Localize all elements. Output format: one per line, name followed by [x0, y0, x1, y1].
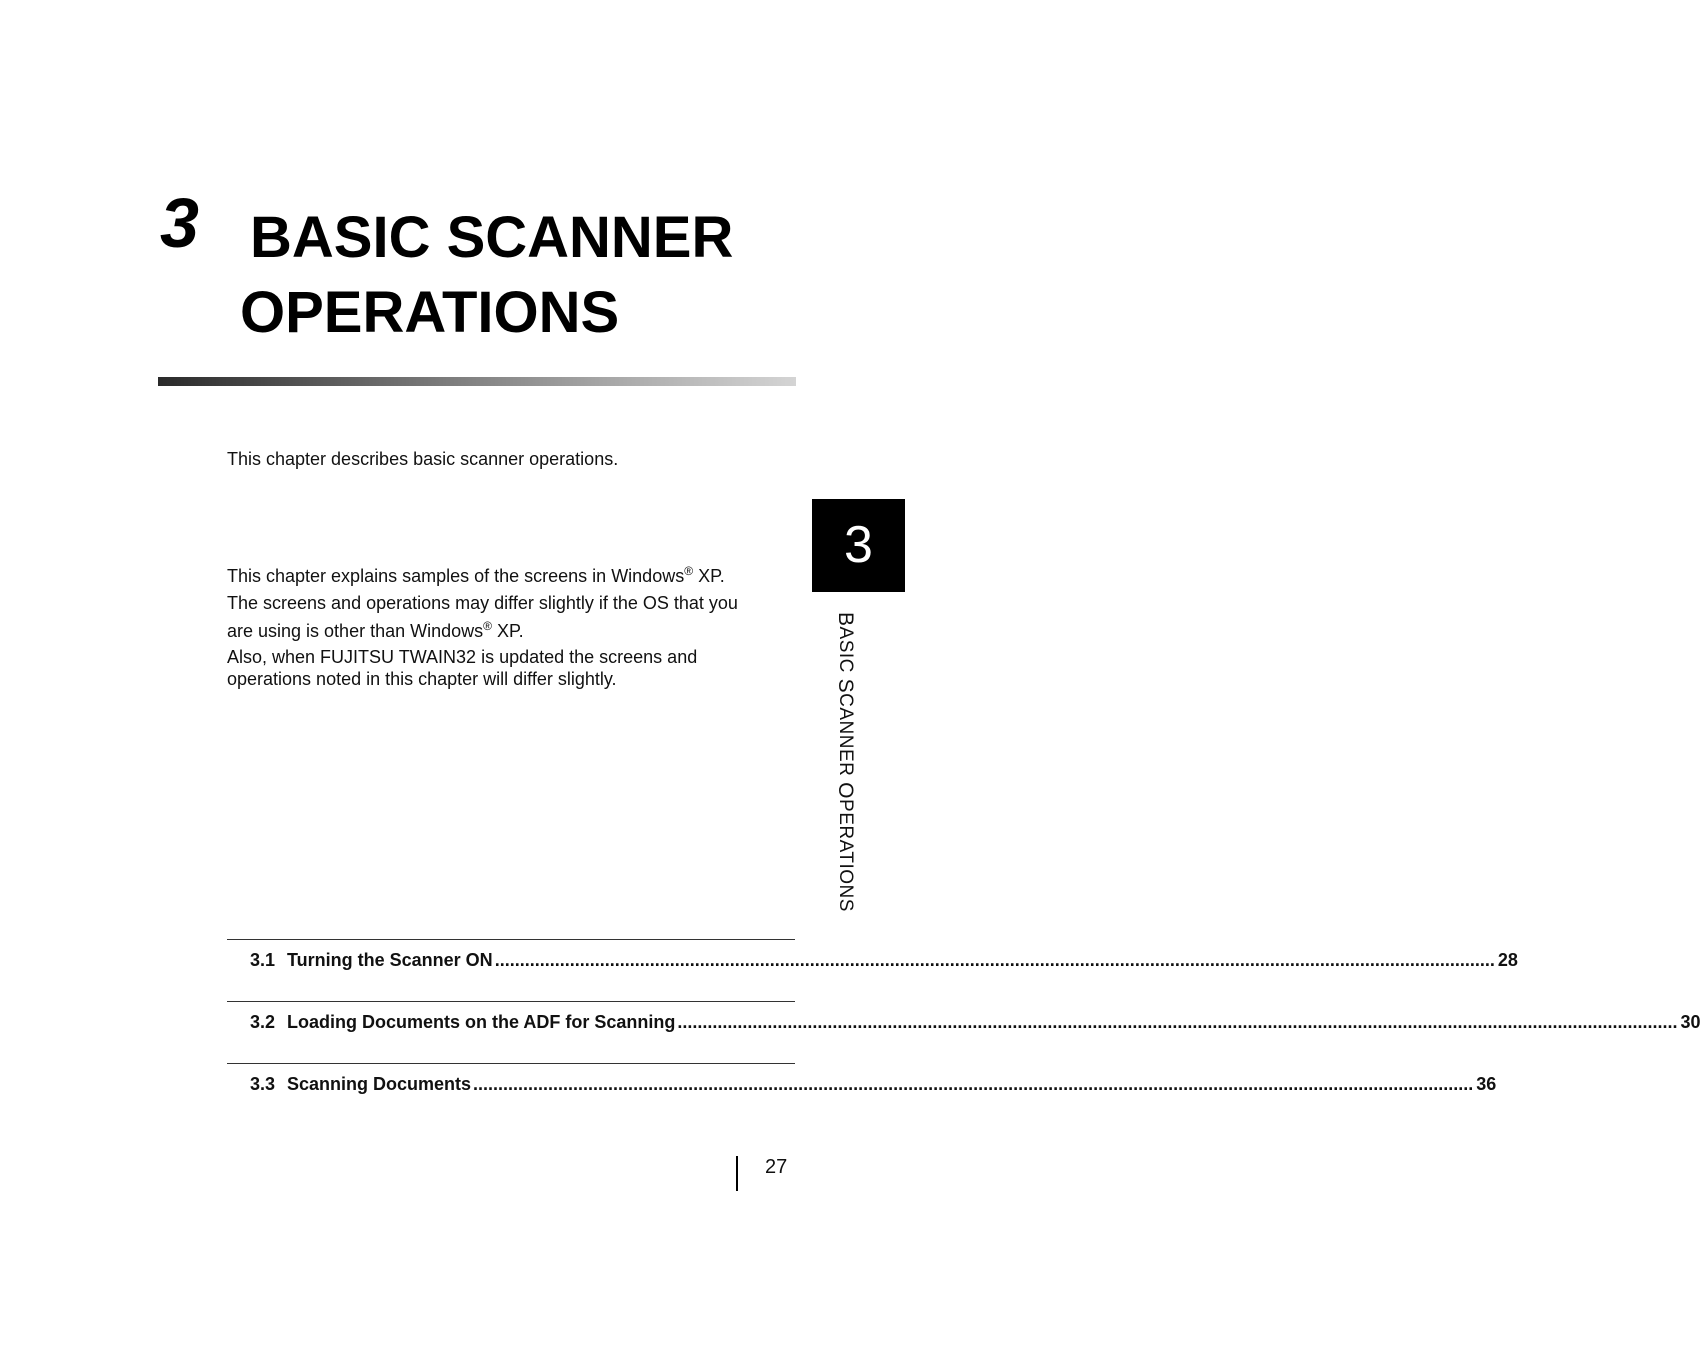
tab-label-text: CANNER — [835, 693, 856, 783]
chapter-notes — [227, 562, 787, 690]
toc-leader-dots: ........................................................................................................................................................................................................ — [494, 950, 1495, 970]
toc-item[interactable] — [227, 939, 1518, 1001]
note-line-3 — [227, 617, 787, 645]
tab-label-cap: B — [834, 612, 857, 627]
toc-item-page: 36 — [1476, 1074, 1497, 1094]
toc-item[interactable] — [227, 1001, 1701, 1063]
chapter-intro: This chapter describes basic scanner operations. — [227, 449, 619, 469]
note-line-1-suffix: XP. — [693, 566, 725, 586]
registered-mark: ® — [684, 564, 694, 578]
note-line-5: operations noted in this chapter will differ slightly. — [227, 669, 617, 689]
title-gradient-rule — [158, 377, 796, 386]
chapter-title — [240, 200, 733, 350]
toc-leader-dots: ........................................................................................................................................................................................................ — [473, 1074, 1474, 1094]
tab-label-text: ASIC — [835, 626, 856, 679]
note-line-4: Also, when FUJITSU TWAIN32 is updated the screens and — [227, 647, 698, 667]
page-number-rule — [736, 1156, 738, 1191]
note-line-1-text: This chapter explains samples of the screens in Windows — [227, 566, 685, 586]
toc-item-page: 30 — [1680, 1012, 1701, 1032]
chapter-tab-label — [833, 612, 857, 912]
toc-item[interactable] — [227, 1063, 1497, 1125]
table-of-contents — [227, 939, 1701, 1125]
toc-item-title: Scanning Documents — [287, 1074, 472, 1094]
registered-mark: ® — [483, 619, 492, 633]
tab-label-text: PERATIONS — [835, 799, 856, 912]
note-line-3-text: are using is other than Windows — [227, 621, 484, 641]
page-number: 27 — [765, 1156, 788, 1178]
toc-leader-dots: ........................................................................................................................................................................................................ — [677, 1012, 1678, 1032]
toc-item-title: Loading Documents on the ADF for Scanning — [287, 1012, 676, 1032]
chapter-title-line-1: BASIC SCANNER — [250, 205, 734, 270]
note-line-1 — [227, 562, 787, 590]
note-line-2: The screens and operations may differ slightly if the OS that you — [227, 593, 738, 613]
chapter-tab: 3 — [812, 499, 905, 592]
note-line-3-suffix: XP. — [491, 621, 524, 641]
tab-label-cap: O — [834, 782, 857, 800]
chapter-title-line-2: OPERATIONS — [240, 280, 620, 345]
toc-item-title: Turning the Scanner ON — [287, 950, 493, 970]
toc-item-number: 3.3 — [250, 1074, 276, 1094]
toc-item-number: 3.2 — [250, 1012, 276, 1032]
toc-item-page: 28 — [1497, 950, 1518, 970]
chapter-number: 3 — [160, 184, 199, 262]
tab-label-cap: S — [834, 678, 857, 694]
toc-item-number: 3.1 — [250, 950, 276, 970]
